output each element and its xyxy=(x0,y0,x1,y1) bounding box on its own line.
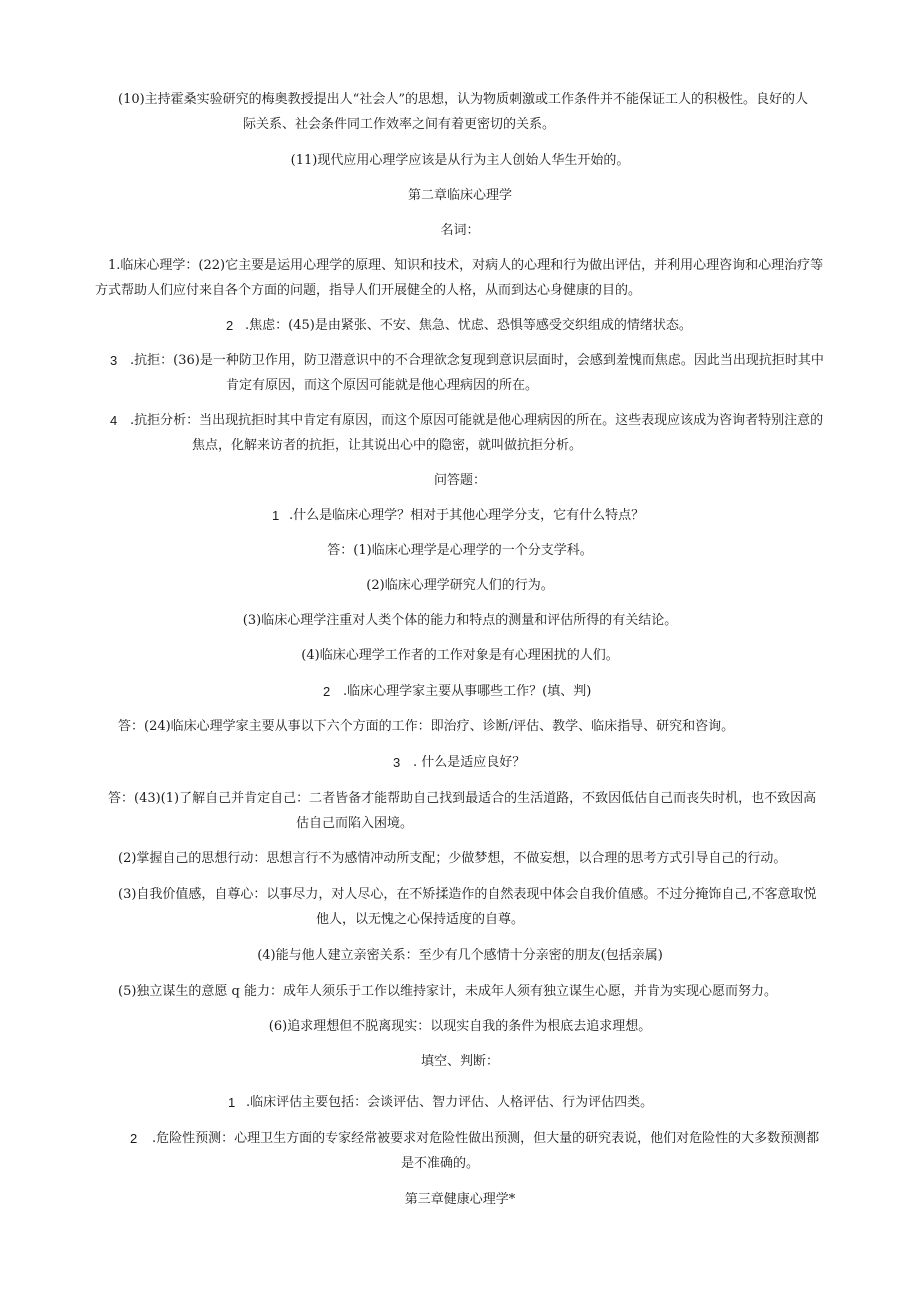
term-2-number: 2 xyxy=(226,318,234,333)
answer-3-item-5: (5)独立谋生的意愿 q 能力：成年人须乐于工作以维持家计，未成年人须有独立谋生心愿，并肯为实现心愿而努力。 xyxy=(118,984,778,999)
answer-1-item-1: 答：(1)临床心理学是心理学的一个分支学科。 xyxy=(327,543,593,558)
question-1-number: 1 xyxy=(272,508,280,523)
fill-judge-heading: 填空、判断： xyxy=(420,1054,499,1069)
answer-3-item-3-line2: 他人，以无愧之心保持适度的自尊。 xyxy=(316,912,525,927)
answer-1-item-2: (2)临床心理学研究人们的行为。 xyxy=(366,578,554,593)
qa-heading: 问答题： xyxy=(433,473,486,488)
question-2-number: 2 xyxy=(323,684,331,699)
question-3-text: . 什么是适应良好？ xyxy=(413,755,526,770)
fill-1-text: .临床评估主要包括：会谈评估、智力评估、人格评估、行为评估四类。 xyxy=(246,1095,654,1110)
answer-3-item-4: (4)能与他人建立亲密关系：至少有几个感情十分亲密的朋友(包括亲属) xyxy=(257,948,663,963)
answer-3-item-3-line1: (3)自我价值感，自尊心：以事尽力，对人尽心，在不矫揉造作的自然表现中体会自我价值感。不过分掩饰自己,不客意取悦 xyxy=(118,887,817,902)
question-3-number: 3 xyxy=(393,755,401,770)
fill-1-number: 1 xyxy=(228,1095,236,1110)
question-2-text: .临床心理学家主要从事哪些工作？(填、判) xyxy=(343,684,592,699)
chapter-2-title: 第二章临床心理学 xyxy=(407,188,512,203)
answer-3-item-6: (6)追求理想但不脱离现实：以现实自我的条件为根底去追求理想。 xyxy=(268,1019,652,1034)
paragraph-11: (11)现代应用心理学应该是从行为主人创始人华生开始的。 xyxy=(290,153,630,168)
chapter-3-title: 第三章健康心理学* xyxy=(404,1192,516,1207)
term-3-line2: 肯定有原因，而这个原因可能就是他心理病因的所在。 xyxy=(226,378,539,393)
term-1-line2: 方式帮助人们应付来自各个方面的问题，指导人们开展健全的人格，从而到达心身健康的目的。 xyxy=(95,283,642,298)
answer-1-item-4: (4)临床心理学工作者的工作对象是有心理困扰的人们。 xyxy=(301,648,619,663)
term-4-line2: 焦点，化解来访者的抗拒，让其说出心中的隐密，就叫做抗拒分析。 xyxy=(192,438,583,453)
term-2-text: .焦虑：(45)是由紧张、不安、焦急、忧虑、恐惧等感受交织组成的情绪状态。 xyxy=(245,318,692,333)
answer-3-item-1-line2: 估自己而陷入困境。 xyxy=(296,816,414,831)
answer-1-item-3: (3)临床心理学注重对人类个体的能力和特点的测量和评估所得的有关结论。 xyxy=(242,613,678,628)
terms-heading: 名词： xyxy=(440,223,480,238)
fill-2-text: .危险性预测：心理卫生方面的专家经常被要求对危险性做出预测，但大量的研究表说，他们对危险性的大多数预测都 xyxy=(152,1131,820,1146)
paragraph-10-line1: (10)主持霍桑实验研究的梅奥教授提出人“社会人”的思想，认为物质刺激或工作条件并不能保证工人的积极性。良好的人 xyxy=(118,92,808,107)
answer-2: 答：(24)临床心理学家主要从事以下六个方面的工作：即治疗、诊断/评估、教学、临床指导、研究和咨询。 xyxy=(118,719,735,734)
question-1-text: .什么是临床心理学？相对于其他心理学分支，它有什么特点？ xyxy=(289,508,645,523)
paragraph-10-line2: 际关系、社会条件同工作效率之间有着更密切的关系。 xyxy=(243,117,556,132)
term-4-number: 4 xyxy=(110,413,118,428)
answer-3-item-2: (2)掌握自己的思想行动：思想言行不为感情冲动所支配；少做梦想，不做妄想，以合理的思考方式引导自己的行动。 xyxy=(118,851,787,866)
fill-2-number: 2 xyxy=(130,1131,138,1146)
term-3-number: 3 xyxy=(110,353,118,368)
term-1-line1: 1.临床心理学：(22)它主要是运用心理学的原理、知识和技术，对病人的心理和行为做出评估，并利用心理咨询和心理治疗等 xyxy=(108,258,824,273)
fill-2-line2: 是不准确的。 xyxy=(401,1156,480,1171)
term-4-text: .抗拒分析：当出现抗拒时其中肯定有原因，而这个原因可能就是他心理病因的所在。这些表现应该成为咨询者特别注意的 xyxy=(130,413,824,428)
term-3-text: .抗拒：(36)是一种防卫作用，防卫潜意识中的不合理欲念复现到意识层面时，会感到羞愧而焦虑。因此当出现抗拒时其中 xyxy=(130,353,824,368)
answer-3-item-1-line1: 答：(43)(1)了解自己并肯定自己：二者皆备才能帮助自己找到最适合的生活道路，不致因低估自己而丧失时机，也不致因高 xyxy=(108,791,817,806)
